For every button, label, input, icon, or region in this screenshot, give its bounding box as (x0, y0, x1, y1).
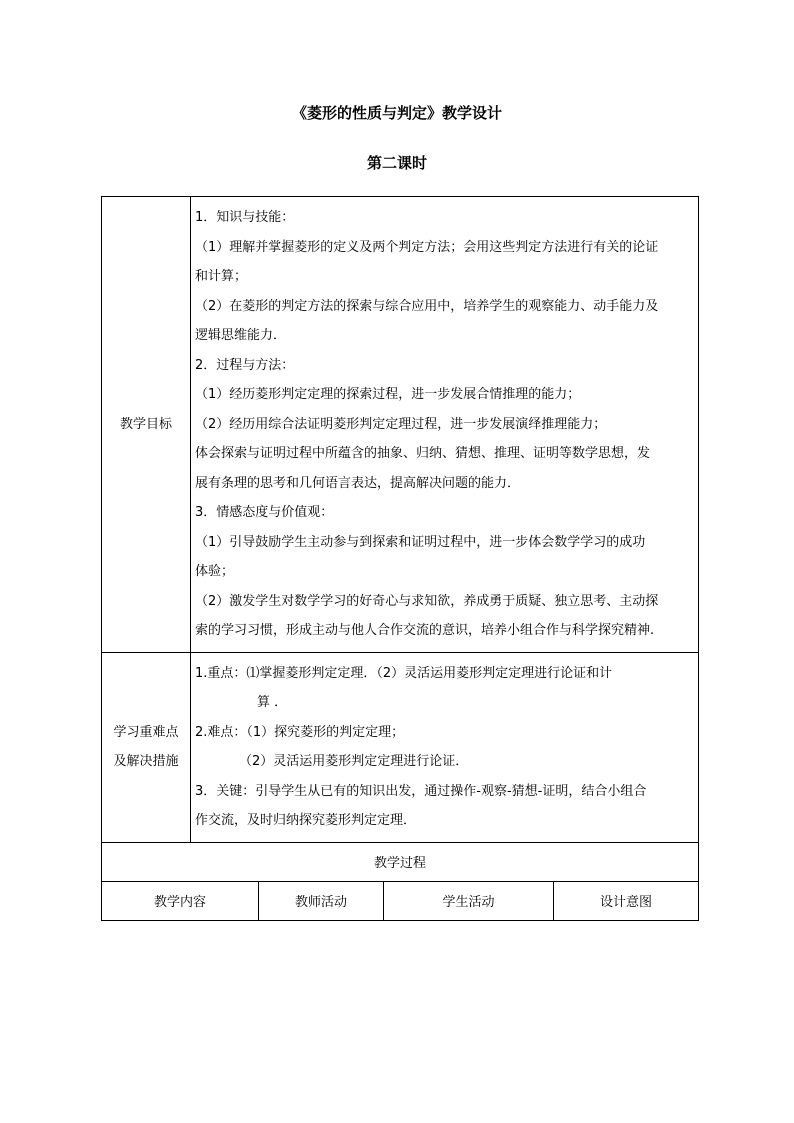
column-header-teacher: 教师活动 (259, 881, 384, 920)
key-points-line: 作交流，及时归纳探究菱形判定定理． (195, 813, 417, 828)
objectives-line: （2）激发学生对数学学习的好奇心与求知欲，养成勇于质疑、独立思考、主动探 (195, 593, 659, 609)
column-header-student: 学生活动 (384, 881, 554, 920)
objectives-line: 索的学习习惯，形成主动与他人合作交流的意识，培养小组合作与科学探究精神. (195, 623, 655, 638)
key-points-label-line: 及解决措施 (113, 754, 179, 769)
key-points-line: 算 ． (257, 695, 288, 710)
objectives-line: 体验； (195, 564, 235, 579)
process-header: 教学过程 (102, 842, 699, 881)
key-points-label-line: 学习重难点 (113, 725, 179, 740)
column-header-content: 教学内容 (102, 881, 259, 920)
objectives-line: 逻辑思维能力． (195, 328, 287, 343)
objectives-label: 教学目标 (102, 197, 191, 653)
objectives-content (191, 197, 699, 653)
key-points-row (102, 652, 699, 842)
objectives-line: 3．情感态度与价值观： (195, 505, 334, 520)
objectives-row (102, 197, 699, 653)
objectives-line: （1）引导鼓励学生主动参与到探索和证明过程中，进一步体会数学学习的成功 (195, 534, 646, 550)
key-points-line: 1.重点：⑴掌握菱形判定定理．（2）灵活运用菱形判定定理进行论证和计 (195, 665, 613, 681)
objectives-line: （1）理解并掌握菱形的定义及两个判定方法；会用这些判定方法进行有关的论证 (195, 239, 659, 255)
document-subtitle: 第二课时 (366, 154, 427, 172)
key-points-line: 2.难点：（1）探究菱形的判定定理； (195, 724, 405, 740)
objectives-line: 1．知识与技能： (195, 210, 295, 225)
key-points-content (191, 652, 699, 842)
key-points-label (102, 652, 191, 842)
document-title: 《菱形的性质与判定》教学设计 (291, 104, 502, 122)
objectives-line: （2）经历用综合法证明菱形判定定理过程，进一步发展演绎推理能力； (195, 416, 607, 432)
objectives-line: 和计算； (195, 269, 248, 284)
objectives-line: 展有条理的思考和几何语言表达，提高解决问题的能力． (195, 475, 521, 491)
objectives-line: （1）经历菱形判定定理的探索过程，进一步发展合情推理的能力； (195, 387, 581, 402)
column-header-intent: 设计意图 (554, 881, 699, 920)
key-points-line: （2）灵活运用菱形判定定理进行论证． (239, 754, 469, 769)
lesson-plan-table (101, 196, 699, 921)
objectives-line: 体会探索与证明过程中所蕴含的抽象、归纳、猜想、推理、证明等数学思想，发 (195, 446, 651, 461)
objectives-line: 2．过程与方法： (195, 357, 295, 373)
key-points-line: 3．关键：引导学生从已有的知识出发，通过操作-观察-猜想-证明，结合小组合 (195, 783, 647, 799)
process-header-row (102, 842, 699, 881)
process-columns-row (102, 881, 699, 920)
objectives-line: （2）在菱形的判定方法的探索与综合应用中，培养学生的观察能力、动手能力及 (195, 298, 659, 314)
